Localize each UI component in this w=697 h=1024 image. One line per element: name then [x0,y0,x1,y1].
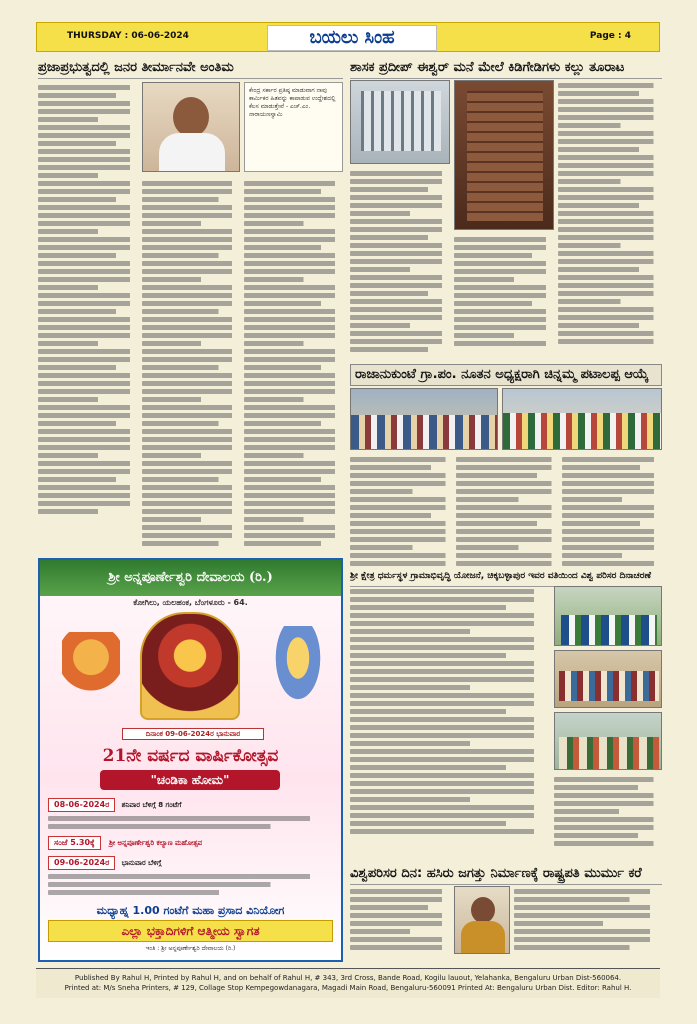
ad-row2-time: ಸಂಜೆ 5.30ಕ್ಕೆ [48,836,101,850]
pull-quote: ಕೇಂದ್ರ ಸರ್ಕಾರ ಪ್ರತಿಷ್ಠ ಮಾಡುವಾಗ ನಾವು ಕಾರ್ಮಿಕರ ಹಿತವನ್ನು ಕಾಪಾಡುವ ಉದ್ದೇಶದಲ್ಲಿ ಕೆಲಸ ಮಾಡುತ್ತೇವೆ - ಎಚ್.ಎಂ. ನಾರಾಯಣಸ್ವಾಮಿ [244,82,343,172]
panchayat-group-photo-1 [350,388,498,450]
ad-schedule-row-3 [48,856,333,898]
ad-welcome: ಎಲ್ಲಾ ಭಕ್ತಾದಿಗಳಿಗೆ ಆತ್ಮೀಯ ಸ್ವಾಗತ [48,920,333,942]
headline-right-middle: ರಾಜಾನುಕುಂಟೆ ಗ್ರಾ.ಪಂ. ನೂತನ ಅಧ್ಯಕ್ಷರಾಗಿ ಚಿನ್ನಮ್ಮ ಪಟಾಲಪ್ಪ ಆಯ್ಕೆ [350,364,662,386]
panchayat-group-photo-2 [502,388,662,450]
imprint-footer [36,968,660,998]
headline-right-lower: ಶ್ರೀ ಕ್ಷೇತ್ರ ಧರ್ಮಸ್ಥಳ ಗ್ರಾಮಾಭಿವೃದ್ಧಿ ಯೋಜನೆ, ಚಿಕ್ಕಬಳ್ಳಾಪುರ ಇವರ ವತಿಯಿಂದ ವಿಶ್ವ ಪರಿಸರ ದಿನಾಚರಣೆ [350,566,662,587]
ad-row2-event: ಶ್ರೀ ಅನ್ನಪೂರ್ಣೇಶ್ವರಿ ಕಲ್ಯಾಣ ಮಹೋತ್ಸವ [108,839,203,847]
ad-footer: ಇಂತಿ : ಶ್ರೀ ಅನ್ನಪೂರ್ಣೇಶ್ವರಿ ದೇವಾಲಯ (ರಿ.) [145,945,236,952]
imprint-line-1: Published By Rahul H, Printed by Rahul H, and on behalf of Rahul H, # 343, 3rd Cross, Bande Road, Kogilu lauout, Yelahanka, Bengaluru Urban Dist-560064. [74,974,622,982]
article-body-right-4 [350,454,454,574]
ganesha-figure [62,632,120,704]
ad-date-pill: ದಿನಾಂಕ 09-06-2024ರ ಭಾನುವಾರ [122,728,264,740]
article-body-left-3 [244,178,343,552]
ad-prasad: ಮಧ್ಯಾಹ್ನ 1.00 ಗಂಟೆಗೆ ಮಹಾ ಪ್ರಸಾದ ವಿನಿಯೋಗ [96,904,285,917]
environment-day-photo-2 [554,650,662,708]
headline-right-bottom: ವಿಶ್ವಪರಿಸರ ದಿನ: ಹಸಿರು ಜಗತ್ತು ನಿರ್ಮಾಣಕ್ಕೆ ರಾಷ್ಟ್ರಪತಿ ಮುರ್ಮು ಕರೆ [350,864,662,885]
article-body-right-8 [554,774,662,860]
article-body-left-1 [38,82,138,552]
imprint-line-2: Printed at: M/s Sneha Printers, # 129, Collage Stop Kempegowdanagara, Magadi Main Road, Bengaluru-560091 Printed At: Bengaluru Urban Dist. Editor: Rahul H. [64,984,632,992]
ad-row1-date: 08-06-2024ರ [48,798,115,812]
damaged-door-photo [454,80,554,230]
issue-date: THURSDAY : 06-06-2024 [67,31,189,41]
ad-schedule-row-2 [48,836,333,850]
left-column [38,58,343,962]
ad-temple-name: ಶ್ರೀ ಅನ್ನಪೂರ್ಣೇಶ್ವರಿ ದೇವಾಲಯ (ರಿ.) [40,560,341,596]
article-body-right-6 [562,454,662,574]
article-body-right-1 [350,168,450,354]
environment-day-photo-3 [554,712,662,770]
house-window-photo [350,80,450,164]
article-body-right-5 [456,454,560,574]
article-body-right-10 [514,886,662,962]
masthead [36,22,660,52]
ad-row3-date: 09-06-2024ರ [48,856,115,870]
ad-schedule-row-1 [48,798,333,832]
headline-right-top: ಶಾಸಕ ಪ್ರದೀಪ್ ಈಶ್ವರ್ ಮನೆ ಮೇಲೆ ಕಿಡಿಗೇಡಿಗಳು ಕಲ್ಲು ತೂರಾಟ [350,58,662,79]
article-body-right-7 [350,586,550,840]
article-body-right-2 [454,234,554,354]
ad-address: ಕೋಗಿಲು, ಯಲಹಂಕ, ಬೆಂಗಳೂರು - 64. [133,598,248,607]
ad-row3-time: ಭಾನುವಾರ ಬೆಳಿಗ್ಗೆ [121,859,162,867]
politician-photo [142,82,240,172]
paper-title: ಬಯಲು ಸಿಂಹ [267,25,437,51]
headline-left-main: ಪ್ರಜಾಪ್ರಭುತ್ವದಲ್ಲಿ ಜನರ ತೀರ್ಮಾನವೇ ಅಂತಿಮ [38,58,343,79]
goddess-figure [140,612,240,720]
environment-day-photo-1 [554,586,662,646]
right-column [350,58,662,962]
article-body-right-9 [350,886,450,962]
ad-homa-banner: "ಚಂಡಿಕಾ ಹೋಮ" [100,770,280,790]
temple-advertisement [38,558,343,962]
ad-row1-time: ಶನಿವಾರ ಬೆಳಿಗ್ಗೆ 8 ಗಂಟೆಗೆ [121,801,182,809]
president-photo [454,886,510,954]
saraswati-figure [272,626,324,706]
article-body-right-3 [558,80,662,354]
ad-anniversary-title: 21ನೇ ವರ್ಷದ ವಾರ್ಷಿಕೋತ್ಸವ [102,746,279,766]
page-number: Page : 4 [589,31,631,41]
article-body-left-2 [142,178,240,552]
